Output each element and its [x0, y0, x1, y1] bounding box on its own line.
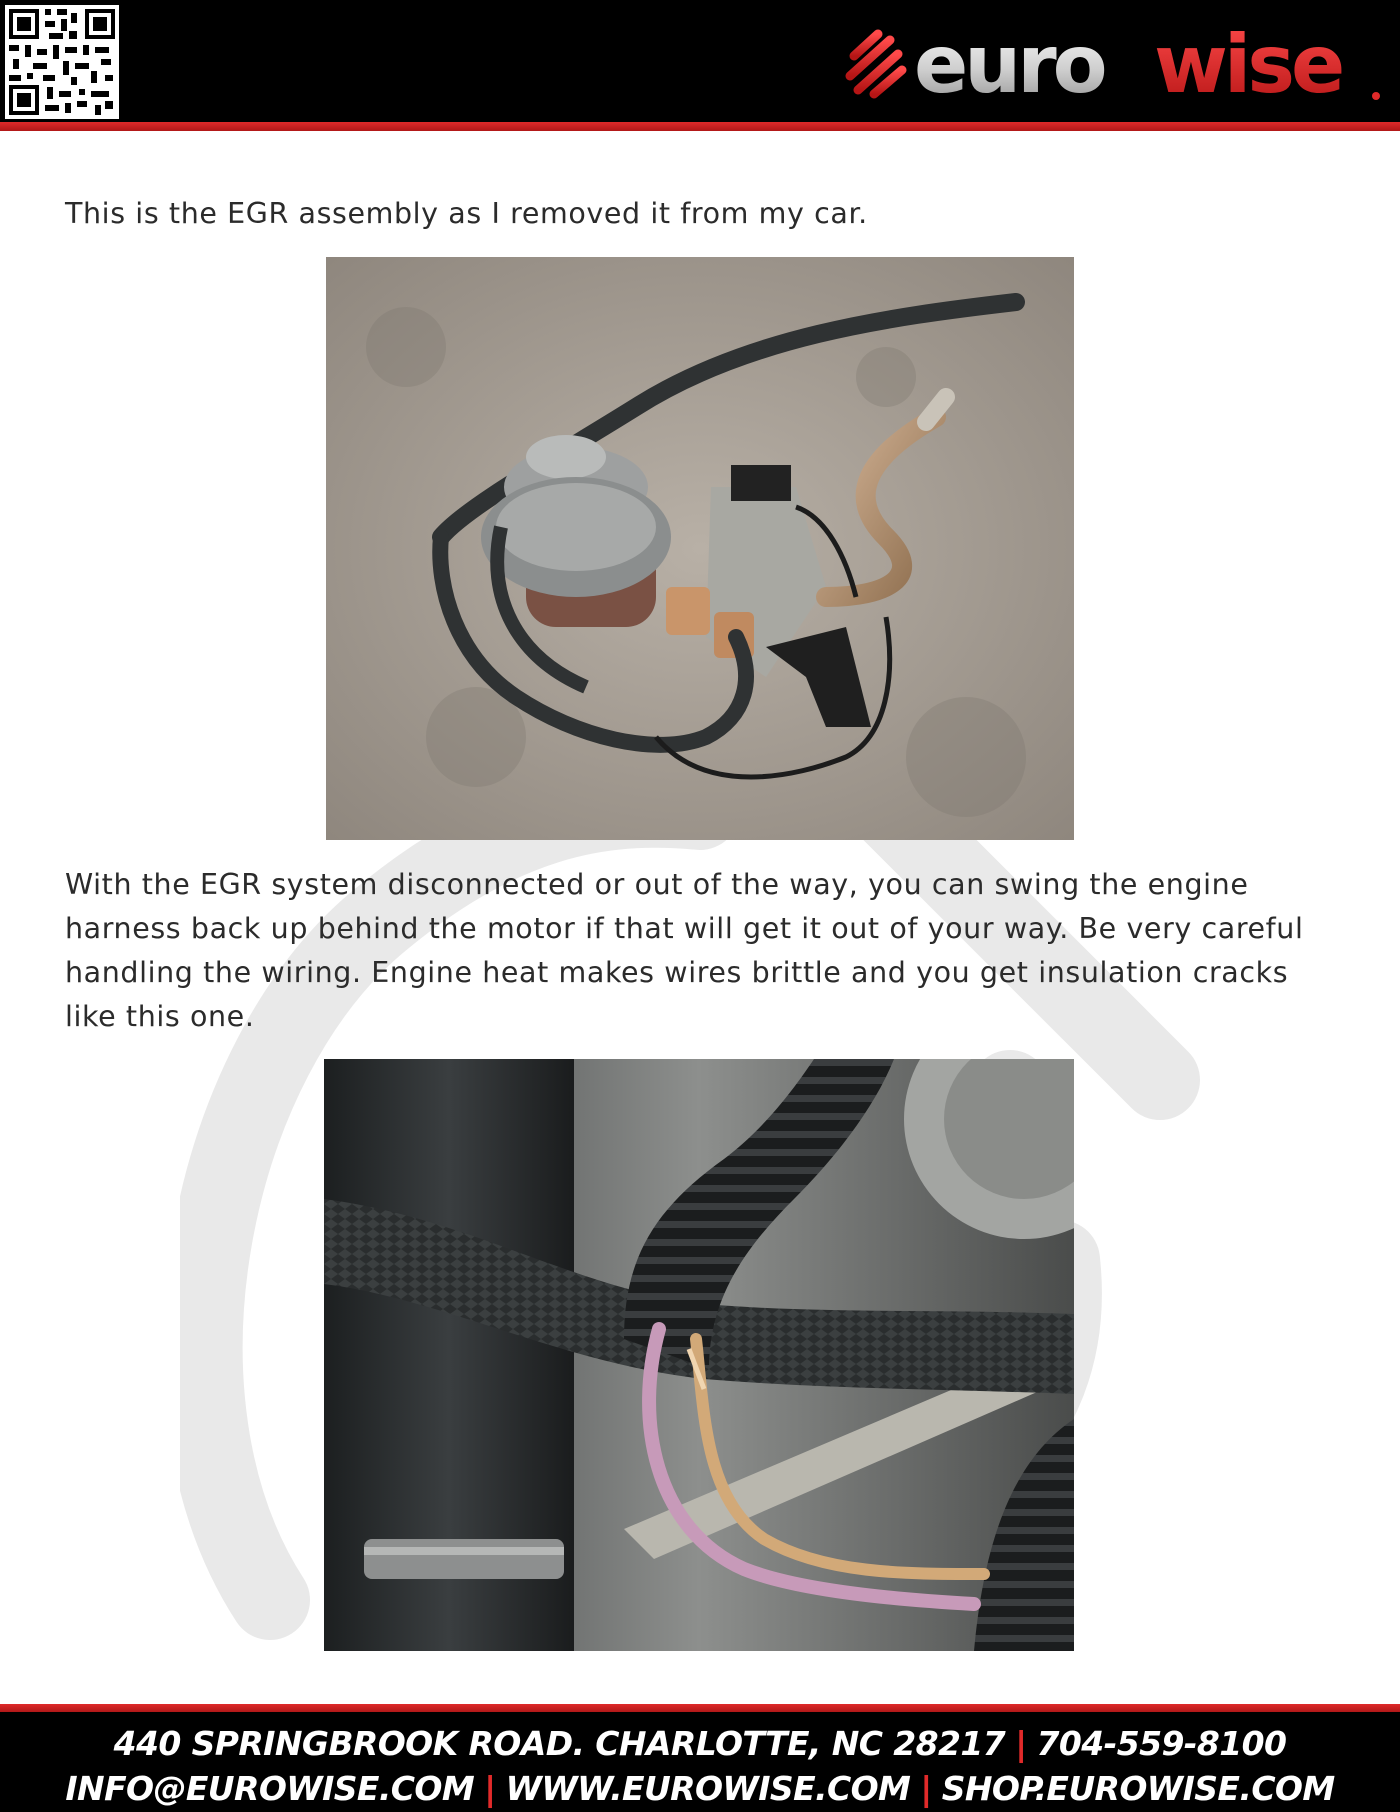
footer-contact-line — [0, 1769, 1400, 1808]
footer-separator: | — [1015, 1724, 1027, 1763]
qr-code-icon[interactable] — [5, 5, 119, 119]
footer-website[interactable]: WWW.EUROWISE.COM — [505, 1769, 911, 1808]
svg-text:wise: wise — [1154, 18, 1342, 108]
footer-separator: | — [920, 1769, 932, 1808]
egr-assembly-photo — [326, 257, 1074, 840]
footer-address: 440 SPRINGBROOK ROAD. CHARLOTTE, NC 28217 — [113, 1724, 1006, 1763]
intro-paragraph: This is the EGR assembly as I removed it from my car. — [65, 197, 868, 230]
footer-phone[interactable]: 704-559-8100 — [1036, 1724, 1287, 1763]
page-header — [0, 0, 1400, 122]
footer-shop-link[interactable]: SHOP.EUROWISE.COM — [941, 1769, 1335, 1808]
footer-stripe — [0, 1704, 1400, 1712]
cracked-wire-insulation-photo — [324, 1059, 1074, 1651]
footer-email[interactable]: INFO@EUROWISE.COM — [65, 1769, 475, 1808]
svg-text:euro: euro — [914, 18, 1104, 108]
footer-address-line — [0, 1724, 1400, 1763]
footer-separator: | — [484, 1769, 496, 1808]
page-footer — [0, 1712, 1400, 1812]
harness-paragraph: With the EGR system disconnected or out of the way, you can swing the engine harness back up behind the motor if that will get it out of your way. Be very careful handling the wiring. Engine heat makes wires brittle and you get insulation cracks like this one. — [65, 868, 1304, 1033]
header-stripe — [0, 122, 1400, 131]
eurowise-logo[interactable] — [836, 16, 1384, 108]
